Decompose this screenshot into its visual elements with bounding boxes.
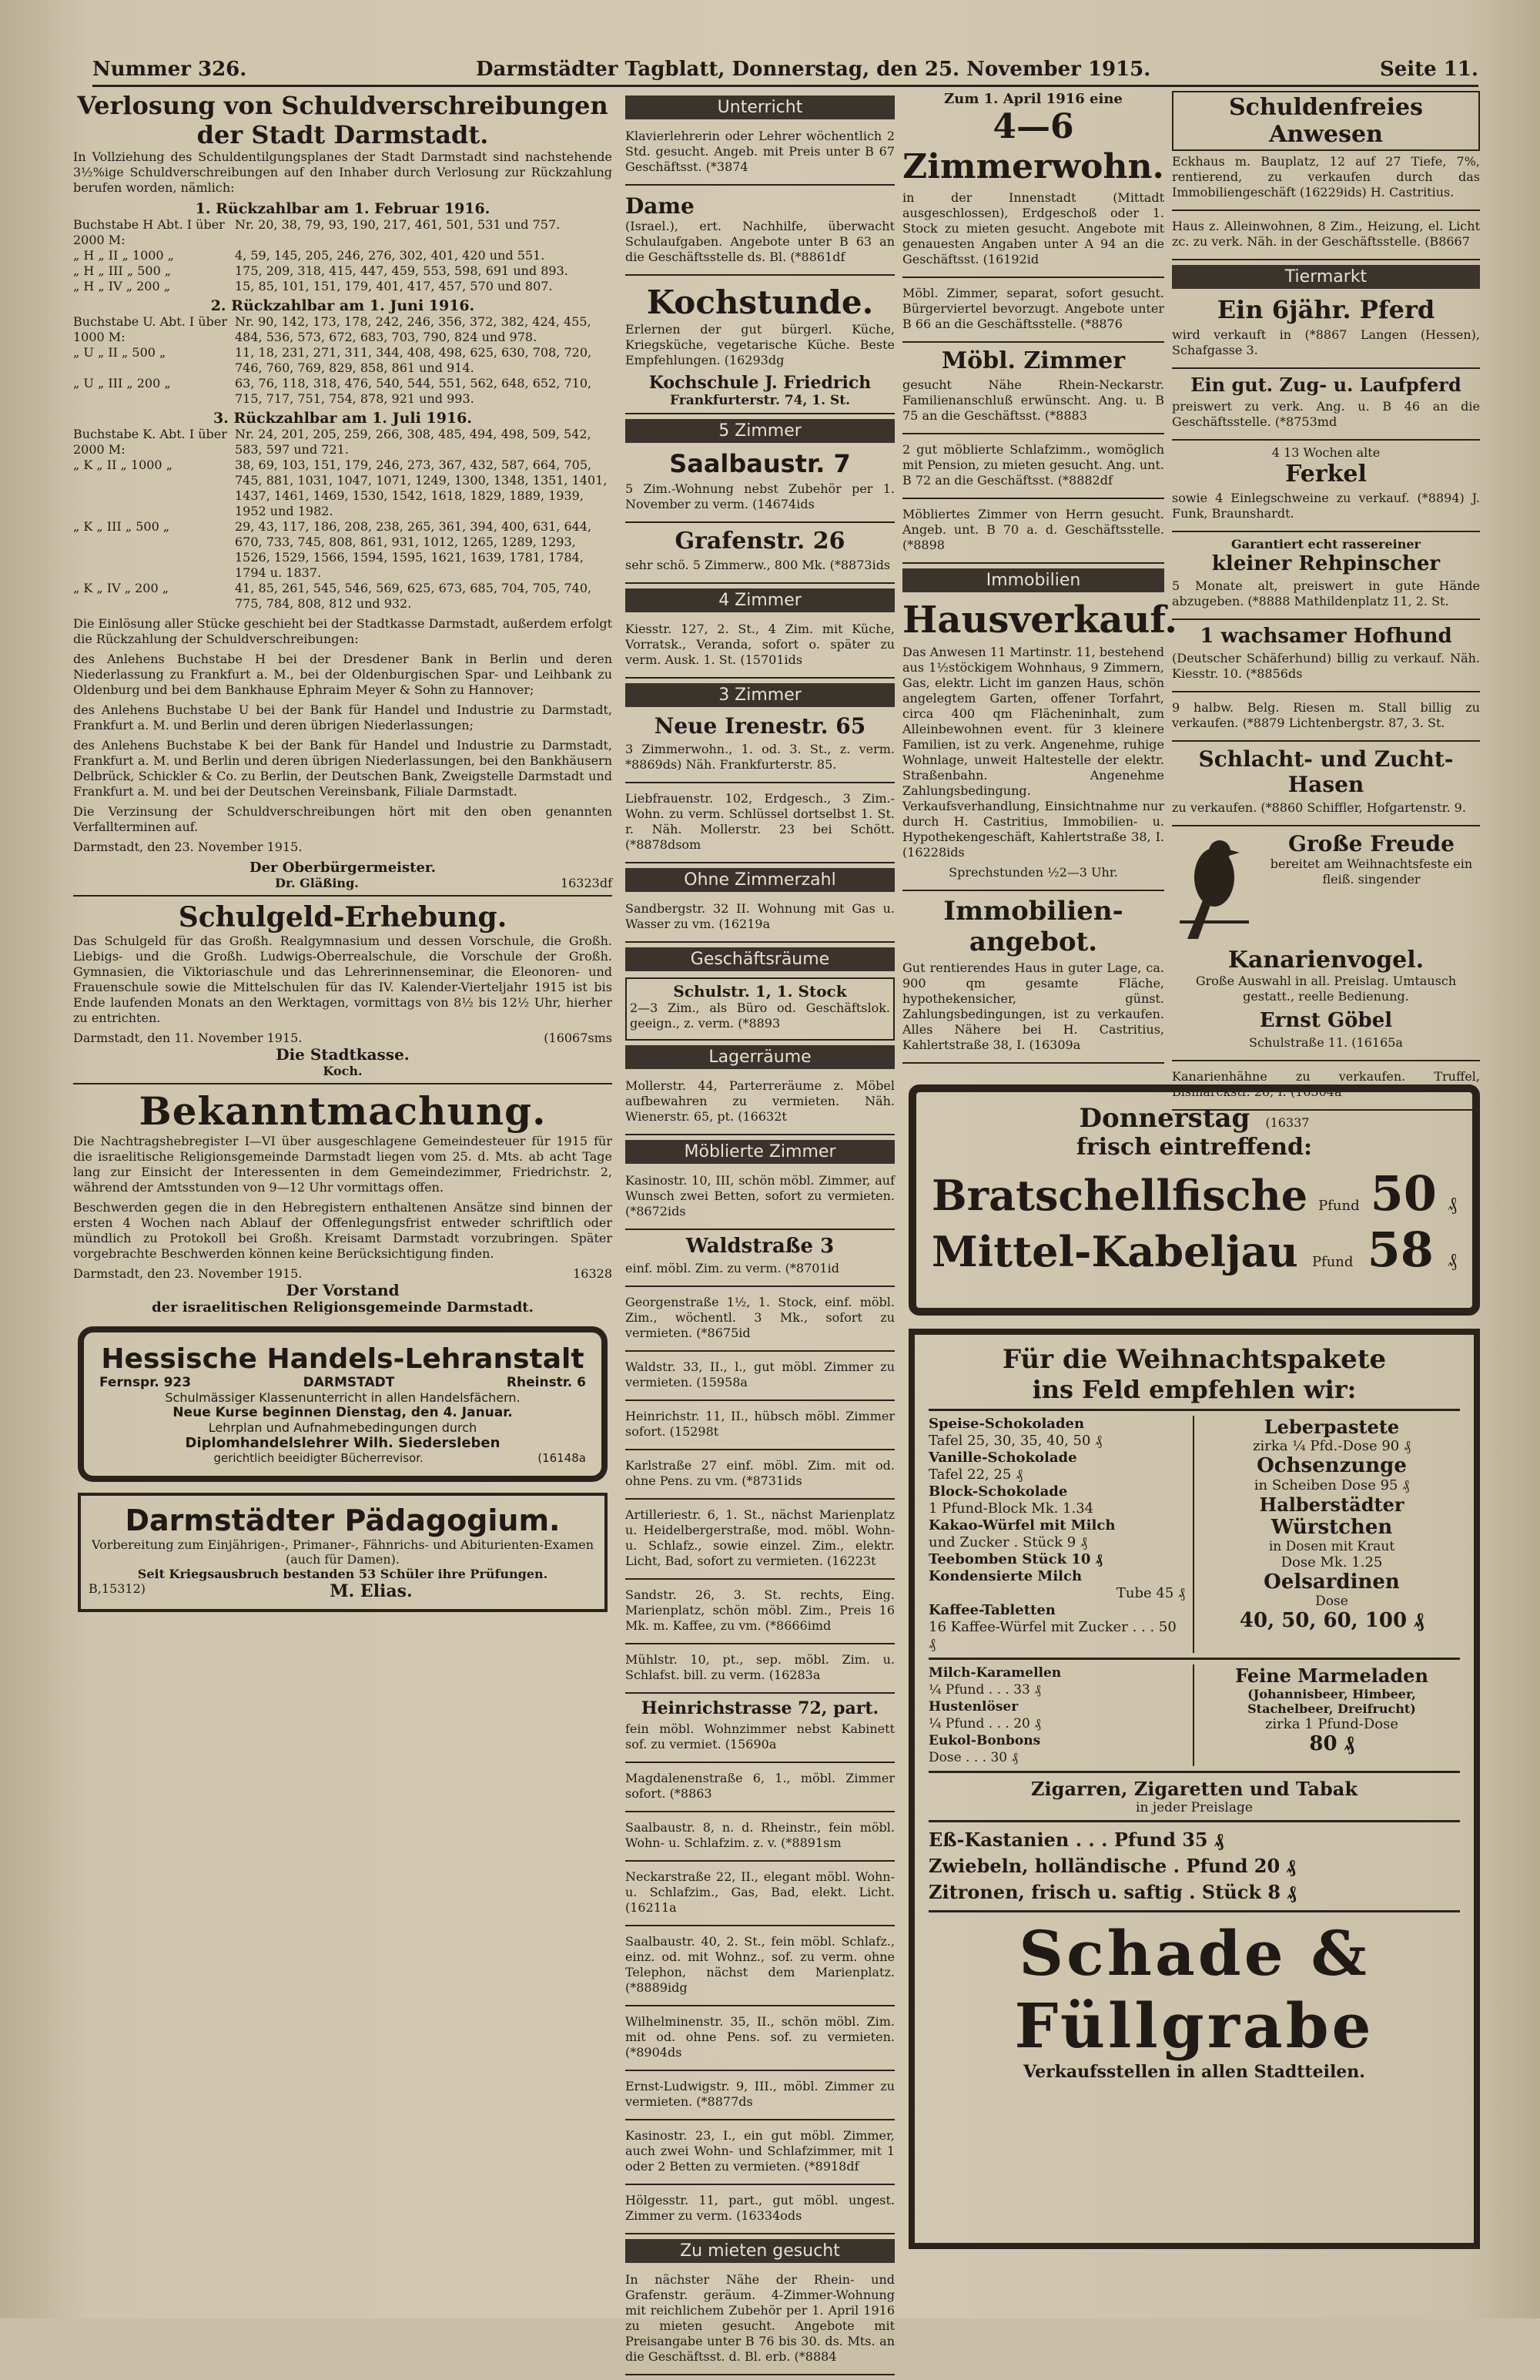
redemption-u: des Anlehens Buchstabe U bei der Bank für Handel und Industrie zu Darmstadt, Frankfurt a. M. und Berlin und deren übrigen Niederlassungen; <box>73 702 612 732</box>
shop-brand-sub: Verkaufsstellen in allen Stadtteilen. <box>1023 2062 1365 2082</box>
announcement-signature: Der Vorstand <box>286 1281 400 1299</box>
shop-tobacco: Zigarren, Zigaretten und Tabak <box>1031 1778 1358 1800</box>
ad-heading: Neue Irenestr. 65 <box>654 713 866 739</box>
signature-title: Der Oberbürgermeister. <box>249 860 437 876</box>
list-item: ¼ Pfund . . . 33 ₰ <box>929 1682 1041 1698</box>
section-2-rows <box>73 314 612 407</box>
classified-ad <box>1172 697 1480 742</box>
ad-heading: Große Freude <box>1288 831 1455 856</box>
ad-text: Magdalenenstraße 6, 1., möbl. Zimmer sofort. (*8863 <box>625 1771 895 1801</box>
classified-ad <box>1172 1032 1480 1061</box>
classified-ad <box>1172 324 1480 369</box>
ad-text: fein möbl. Wohnzimmer nebst Kabinett sof. zu vermiet. (15690a <box>625 1721 895 1751</box>
classified-ad <box>625 1931 895 2006</box>
ad-text: Möbl. Zimmer, separat, sofort gesucht. Bürgerviertel bevorzugt. Angebote unter B 66 an die Geschäftsstelle. (*8876 <box>902 286 1164 331</box>
redemption-h: des Anlehens Buchstabe H bei der Dresdener Bank in Berlin und deren Niederlassung zu Frankfurt a. M., bei der Oldenburgischen Spar- und Leihbank zu Oldenburg und bei dem Bankhause Ephraim Meyer & Sohn zu Hannover; <box>73 652 612 697</box>
list-item: zirka ¼ Pfd.-Dose 90 ₰ <box>1253 1438 1411 1454</box>
hess-line-1: Schulmässiger Klassenunterricht in allen Handelsfächern. <box>165 1390 521 1405</box>
shop-heading: Für die Weihnachtspakete <box>1002 1344 1387 1375</box>
section-bar: 3 Zimmer <box>625 683 895 707</box>
interest-note: Die Verzinsung der Schuldverschreibungen hört mit den oben genannten Verfallterminen auf. <box>73 804 612 834</box>
currency: ₰ <box>1447 1249 1457 1271</box>
list-item: in Dosen mit Kraut <box>1268 1539 1395 1554</box>
classified-ad <box>902 187 1164 278</box>
ad-text: Das Anwesen 11 Martinstr. 11, bestehend aus 1½stöckigem Wohnhaus, 9 Zimmern, Gas, elektr. Licht im ganzen Haus, schön angelegtem Garten, offener Torfahrt, circa 400 qm Flächeninhalt, zum Alleinbewohnen event. für 3 kleinere Familien, ist zu verk. Angenehme, ruhige Wohnlage, unweit Haltestelle der elektr. Straßenbahn. Angenehme Zahlungsbedingung. Verkaufsverhandlung, Einsichtnahme nur durch H. Castritius, Immobilien- u. Hypothekengeschäft, Kahlertstraße 38, I. (16228ids <box>902 645 1164 860</box>
classified-ad <box>902 283 1164 343</box>
announcement-date: Darmstadt, den 23. November 1915. <box>73 1266 303 1281</box>
ad-text: 5 Zim.-Wohnung nebst Zubehör per 1. November zu verm. (14674ids <box>625 481 895 511</box>
ad-text: sowie 4 Einlegschweine zu verkauf. (*8894) J. Funk, Braunshardt. <box>1172 491 1480 521</box>
classified-ad <box>625 1258 895 1287</box>
fish-price: 50 <box>1370 1165 1437 1222</box>
ad-text: Große Auswahl in all. Preislag. Umtausch gestatt., reelle Bedienung. <box>1195 974 1457 1004</box>
classified-ad <box>1172 151 1480 211</box>
redemption-k: des Anlehens Buchstabe K bei der Bank für Handel und Industrie zu Darmstadt, Frankfurt a. M. und Berlin und deren übrigen Niederlassungen, bei den Bankhäusern Delbrück, Schickler & Co. zu Berlin, der Deutschen Bank, Zweigstelle Darmstadt und Frankfurt a. M. und bei der Deutschen Vereinsbank, Filiale Darmstadt. <box>73 738 612 799</box>
ad-text: 9 halbw. Belg. Riesen m. Stall billig zu verkaufen. (*8879 Lichtenbergstr. 87, 3. St. <box>1172 700 1480 730</box>
list-item: Kakao-Würfel mit Milch <box>929 1517 1116 1534</box>
list-item: Tube 45 ₰ <box>1116 1585 1185 1601</box>
ad-heading: Heinrichstrasse 72, part. <box>641 1698 879 1718</box>
list-item: und Zucker . Stück 9 ₰ <box>929 1534 1087 1550</box>
classified-ad <box>625 618 895 679</box>
ad-heading: Schlacht- und Zucht-Hasen <box>1198 746 1454 797</box>
list-item: Block-Schokolade <box>929 1483 1068 1500</box>
classified-ad <box>625 2076 895 2120</box>
classified-ad <box>625 1817 895 1862</box>
ad-text: Haus z. Alleinwohnen, 8 Zim., Heizung, el. Licht zc. zu verk. Näh. in der Geschäftsstelle. (B8667 <box>1172 219 1480 249</box>
signature-name: Dr. Gläßing. <box>275 876 359 890</box>
table-row: „ U „ II „ 500 „ 11, 18, 231, 271, 311, 344, 408, 498, 625, 630, 708, 720, 746, 760, 769, 829, 858, 861 und 914. <box>73 345 592 375</box>
ad-text: Sandbergstr. 32 II. Wohnung mit Gas u. Wasser zu vm. (16219a <box>625 901 895 931</box>
list-item: 80 ₰ <box>1309 1732 1354 1755</box>
page-number: Seite 11. <box>1379 58 1478 81</box>
school-fee-title: Schulgeld-Erhebung. <box>178 901 507 934</box>
shop-grid-2 <box>929 1664 1460 1766</box>
shop-subheading: ins Feld empfehlen wir: <box>1032 1375 1357 1404</box>
classified-ad <box>625 1075 895 1135</box>
shop-ad <box>909 1329 1480 2249</box>
hessische-handels-ad <box>78 1326 608 1482</box>
ad-text: in der Innenstadt (Mittadt ausgeschlossen), Erdgeschoß oder 1. Stock zu mieten gesucht. Angebote mit genauesten Angaben unter A 94 an die Geschäftsst. (16192id <box>902 190 1164 266</box>
fish-item <box>932 1165 1457 1222</box>
shop-right-list-2 <box>1204 1664 1460 1766</box>
ad-text: Schulstraße 11. (16165a <box>1249 1035 1403 1050</box>
list-item: Oelsardinen <box>1264 1570 1400 1594</box>
lottery-intro: In Vollziehung des Schuldentilgungsplanes der Stadt Darmstadt sind nachstehende 3½%ige Schuldverschreibungen auf den Inhaber durch Verlosung zur Rückzahlung berufen worden, nämlich: <box>73 149 612 195</box>
list-item: zirka 1 Pfund-Dose <box>1264 1716 1399 1732</box>
table-row: „ H „ IV „ 200 „ 15, 85, 101, 151, 179, 401, 417, 457, 570 und 807. <box>73 279 553 293</box>
classified-ad <box>902 439 1164 499</box>
classified-ad <box>625 1768 895 1812</box>
ad-address: Frankfurterstr. 74, 1. St. <box>670 393 850 408</box>
ad-heading: Immobilien-angebot. <box>943 896 1123 957</box>
school-fee-dateline <box>73 1031 612 1045</box>
ad-heading: 4—6 Zimmerwohn. <box>902 107 1164 186</box>
ad-text: 3 Zimmerwohn., 1. od. 3. St., z. verm. *8869ds) Näh. Frankfurterstr. 85. <box>625 742 895 772</box>
hess-line-4: Diplomhandelslehrer Wilh. Siedersleben <box>185 1435 500 1451</box>
list-item: Speise-Schokoladen <box>929 1416 1085 1432</box>
ad-text: bereitet am Weihnachtsfeste ein fleiß. singender <box>1270 856 1473 887</box>
school-fee-signature: Die Stadtkasse. <box>276 1045 410 1064</box>
section-1-heading: 1. Rückzahlbar am 1. Februar 1916. <box>195 200 490 217</box>
ad-text: preiswert zu verk. Ang. u. B 46 an die Geschäftsstelle. (*8753md <box>1172 399 1480 429</box>
list-item: Vanille-Schokolade <box>929 1450 1077 1466</box>
ad-text: Hölgesstr. 11, part., gut möbl. ungest. Zimmer zu verm. (16334ods <box>625 2193 895 2223</box>
masthead-date: Darmstädter Tagblatt, Donnerstag, den 25. November 1915. <box>475 58 1151 81</box>
school-fee-text: Das Schulgeld für das Großh. Realgymnasium und dessen Vorschule, die Großh. Liebigs- und die Großh. Ludwigs-Oberrealschule, die Vorschule der Großh. Gymnasien, die Viktoriaschule und das Lehrerinnenseminar, die Eleonoren- und Frauenschule sowie die Mittelschulen für das IV. Kalender-Vierteljahr 1915 ist bis Ende laufenden Monats an den Werktagen, vormittags von 8½ bis 12½ Uhr, hierher zu entrichten. <box>73 934 612 1025</box>
classified-ad <box>625 1170 895 1230</box>
column-1 <box>73 91 612 1615</box>
list-item: ¼ Pfund . . . 20 ₰ <box>929 1716 1041 1731</box>
ad-text: Karlstraße 27 einf. möbl. Zim. mit od. ohne Pens. zu vm. (*8731ids <box>625 1458 895 1488</box>
classified-ad <box>902 504 1164 564</box>
hess-footer <box>99 1451 586 1465</box>
school-fee-signature-name: Koch. <box>323 1064 363 1078</box>
announcement-dateline <box>73 1266 612 1281</box>
classified-ad <box>625 1584 895 1644</box>
table-row: Buchstabe K. Abt. I über 2000 M: Nr. 24, 201, 205, 259, 266, 308, 485, 494, 498, 509, 542, 583, 597 und 721. <box>73 427 591 457</box>
hess-city: DARMSTADT <box>303 1375 395 1390</box>
hess-phone: Fernspr. 923 <box>99 1375 192 1390</box>
lottery-title: Verlosung von Schuldverschreibungen <box>77 91 608 120</box>
classified-ad <box>1172 216 1480 260</box>
signature-line <box>73 876 612 890</box>
ad-heading: Kanarienvogel. <box>1227 947 1424 974</box>
ad-text: gesucht Nähe Rhein-Neckarstr. Familienanschluß erwünscht. Ang. u. B 75 an die Geschäftsst. (*8883 <box>902 377 1164 423</box>
ad-text: sehr schö. 5 Zimmerw., 800 Mk. (*8873ids <box>625 558 891 572</box>
ad-text: Mollerstr. 44, Parterreräume z. Möbel aufbewahren zu vermieten. Näh. Wienerstr. 65, pt. (16632t <box>625 1078 895 1124</box>
bird-ad <box>1172 831 1480 947</box>
lottery-subtitle: der Stadt Darmstadt. <box>196 120 489 149</box>
classified-ad <box>625 977 895 1041</box>
ad-heading: Ein gut. Zug- u. Laufpferd <box>1190 374 1461 396</box>
ad-heading: Waldstraße 3 <box>685 1235 835 1258</box>
ad-text: Heinrichstr. 11, II., hübsch möbl. Zimmer sofort. (15298t <box>625 1409 895 1439</box>
paed-title: Darmstädter Pädagogium. <box>125 1503 561 1537</box>
ad-pretitle: Zum 1. April 1916 eine <box>944 91 1123 107</box>
divider <box>73 895 612 897</box>
list-item: Hustenlöser <box>929 1699 1019 1715</box>
ad-pretitle: 4 13 Wochen alte <box>1271 445 1381 460</box>
ad-code: (16067sms <box>544 1031 612 1045</box>
ad-text: Gut rentierendes Haus in guter Lage, ca. 900 qm gesamte Fläche, hypothekensicher, günst. Zahlungsbedingungen, ist zu verkaufen. Alles Nähere bei H. Castritius, Kahlertstraße 38, I. (16309a <box>902 960 1164 1052</box>
fish-day: Donnerstag <box>1079 1103 1250 1134</box>
classified-ad <box>625 1356 895 1401</box>
list-item: 1 Pfund-Block Mk. 1.34 <box>929 1500 1094 1517</box>
classified-ad <box>625 1866 895 1926</box>
list-item: Eukol-Bonbons <box>929 1733 1041 1748</box>
classified-ad <box>902 374 1164 434</box>
ad-code: 16323df <box>560 876 612 890</box>
section-bar: Immobilien <box>902 568 1164 592</box>
ad-heading: Saalbaustr. 7 <box>669 449 851 478</box>
page-header <box>92 54 1478 87</box>
ad-heading: Grafenstr. 26 <box>675 528 845 555</box>
shop-brand-2: Füllgrabe <box>1014 1989 1374 2062</box>
ad-text: Möbliertes Zimmer von Herrn gesucht. Angeb. unt. B 70 a. d. Geschäftsstelle. (*8898 <box>902 507 1164 552</box>
table-row: Buchstabe U. Abt. I über 1000 M: Nr. 90, 142, 173, 178, 242, 246, 356, 372, 382, 424, 455, 484, 536, 573, 672, 683, 703, 790, 824 und 978. <box>73 314 591 344</box>
ad-text: (Deutscher Schäferhund) billig zu verkauf. Näh. Kiesstr. 10. (*8856ds <box>1172 651 1480 681</box>
divider <box>929 1820 1460 1822</box>
section-3-heading: 3. Rückzahlbar am 1. Juli 1916. <box>213 410 472 427</box>
ad-text: Waldstr. 33, II., l., gut möbl. Zimmer zu vermieten. (15958a <box>625 1359 895 1389</box>
section-3-rows <box>73 427 612 612</box>
classified-ad <box>625 1455 895 1500</box>
classified-ad <box>625 126 895 186</box>
fish-item-name: Bratschellfische <box>932 1171 1308 1220</box>
ad-text: In nächster Nähe der Rhein- und Grafenstr. geräum. 4-Zimmer-Wohnung mit reichlichem Zubehör per 1. April 1916 zu mieten gesucht. Angebote mit Preisangabe unter B 76 bis 30. ds. Mts. an die Geschäftsst. d. Bl. erb. (*8884 <box>625 2272 895 2364</box>
table-row: „ U „ III „ 200 „ 63, 76, 118, 318, 476, 540, 544, 551, 562, 648, 652, 710, 715, 717, 751, 754, 878, 921 und 993. <box>73 376 592 406</box>
fish-ad <box>909 1084 1480 1316</box>
ad-text: Kanarienhähne zu verkaufen. Truffel, Bismarckstr. 28, I. (16304a <box>1172 1069 1480 1099</box>
divider <box>929 1910 1460 1912</box>
ad-code: (16148a <box>537 1451 586 1465</box>
list-item: in Scheiben Dose 95 ₰ <box>1254 1477 1410 1493</box>
list-item: (Johannisbeer, Himbeer, Stachelbeer, Dreifrucht) <box>1247 1687 1416 1716</box>
ad-text: Ernst-Ludwigstr. 9, III., möbl. Zimmer zu vermieten. (*8877ds <box>625 2079 895 2109</box>
notice-date: Darmstadt, den 23. November 1915. <box>73 840 303 854</box>
ad-text: Artilleriestr. 6, 1. St., nächst Marienplatz u. Heidelbergerstraße, mod. möbl. Wohn- u. Schlafz., sowie einzel. Zim., elektr. Licht, Bad, sofort zu vermieten. (16223t <box>625 1507 895 1568</box>
ad-text: Sandstr. 26, 3. St. rechts, Eing. Marienplatz, schön möbl. Zim., Preis 16 Mk. m. Kaffee, zu vm. (*8666imd <box>625 1587 895 1633</box>
announcement-text: Die Nachtragshebregister I—VI über ausgeschlagene Gemeindesteuer für 1915 für die israelitische Religionsgemeinde Darmstadt liegen vom 25. d. Mts. ab acht Tage lang zur Einsicht der Interessenten in dem Gemeindezimmer, Friedrichstr. 2, während der Amtsstunden von 9—12 Uhr vormittags offen. <box>73 1134 612 1195</box>
paed-line-1: Vorbereitung zum Einjährigen-, Primaner-, Fähnrichs- und Abiturienten-Examen (auch für Damen). <box>92 1537 594 1567</box>
ad-text: 5 Monate alt, preiswert in gute Hände abzugeben. (*8888 Mathildenplatz 11, 2. St. <box>1172 578 1480 608</box>
list-item: Teebomben Stück 10 ₰ <box>929 1551 1103 1567</box>
classified-ad <box>625 2011 895 2071</box>
shop-left-list <box>929 1416 1194 1653</box>
classified-ad <box>625 1406 895 1450</box>
divider <box>929 1771 1460 1773</box>
ad-heading: Schulstr. 1, 1. Stock <box>673 982 847 1001</box>
ad-heading: Hausverkauf. <box>902 598 1177 642</box>
divider <box>73 1083 612 1084</box>
paed-line-2: Seit Kriegsausbruch bestanden 53 Schüler ihre Prüfungen. <box>137 1567 548 1581</box>
classified-ad <box>1172 575 1480 620</box>
classified-ad <box>625 739 895 783</box>
column-4 <box>1172 91 1480 1115</box>
table-row: Buchstabe H Abt. I über 2000 M: Nr. 20, 38, 79, 93, 190, 217, 461, 501, 531 und 757. <box>73 217 561 247</box>
ad-text: Saalbaustr. 40, 2. St., fein möbl. Schlafz., einz. od. mit Wohnz., sof. zu verm. ohne Telephon, nächst dem Marienplatz. (*8889idg <box>625 1934 895 1995</box>
classified-ad <box>625 1649 895 1694</box>
fish-unit: Pfund <box>1318 1198 1360 1214</box>
classified-ad <box>625 555 895 584</box>
section-bar: Tiermarkt <box>1172 265 1480 289</box>
ad-heading: Schuldenfreies Anwesen <box>1172 91 1480 151</box>
classified-ad <box>625 1292 895 1352</box>
shop-left-list-2 <box>929 1664 1194 1766</box>
shop-brand-1: Schade & <box>1019 1917 1370 1989</box>
ad-text: einf. möbl. Zim. zu verm. (*8701id <box>625 1261 839 1275</box>
ad-heading: Ein 6jähr. Pferd <box>1217 295 1435 324</box>
ad-text: wird verkauft in (*8867 Langen (Hessen), Schafgasse 3. <box>1172 327 1480 357</box>
classified-ad <box>625 1718 895 1763</box>
list-item: Halberstädter <box>1259 1493 1404 1516</box>
ad-text: Kasinostr. 10, III, schön möbl. Zimmer, auf Wunsch zwei Betten, sofort zu vermieten. (*8672ids <box>625 1173 895 1218</box>
ad-heading: Möbl. Zimmer <box>941 347 1126 374</box>
list-item: 16 Kaffee-Würfel mit Zucker . . . 50 ₰ <box>929 1619 1177 1652</box>
section-2-heading: 2. Rückzahlbar am 1. Juni 1916. <box>210 297 475 314</box>
ad-text: Kasinostr. 23, I., ein gut möbl. Zimmer, auch zwei Wohn- und Schlafzimmer, mit 1 oder 2 Betten zu vermieten. (*8918df <box>625 2128 895 2174</box>
ad-heading: Kochschule J. Friedrich <box>648 373 872 393</box>
ad-code: B,15312) <box>89 1581 146 1596</box>
list-item: Leberpastete <box>1264 1416 1400 1438</box>
shop-right-list <box>1204 1416 1460 1653</box>
section-bar: 5 Zimmer <box>625 419 895 443</box>
shop-tobacco-sub: in jeder Preislage <box>1136 1800 1253 1815</box>
classified-ad <box>625 898 895 943</box>
section-bar: Ohne Zimmerzahl <box>625 868 895 892</box>
classified-ad <box>625 2269 895 2375</box>
paed-signature: M. Elias. <box>330 1581 413 1601</box>
list-item: Dose Mk. 1.25 <box>1281 1554 1383 1570</box>
list-item: Zitronen, frisch u. saftig . Stück 8 ₰ <box>929 1881 1297 1903</box>
ad-text: 2 gut möblierte Schlafzimm., womöglich mit Pension, zu mieten gesucht. Ang. unt. B 72 an die Geschäftsst. (*8882df <box>902 442 1164 488</box>
ad-heading: Dame <box>625 193 695 219</box>
section-bar: Zu mieten gesucht <box>625 2239 895 2263</box>
classified-ad <box>902 642 1164 891</box>
column-2 <box>625 91 895 2380</box>
list-item: Zwiebeln, holländische . Pfund 20 ₰ <box>929 1855 1296 1877</box>
ad-text: Mühlstr. 10, pt., sep. möbl. Zim. u. Schlafst. bill. zu verm. (16283a <box>625 1652 895 1682</box>
column-3 <box>902 91 1177 1068</box>
classified-ad <box>625 2190 895 2234</box>
hess-line-3: Lehrplan und Aufnahmebedingungen durch <box>208 1420 477 1435</box>
ad-text: Georgenstraße 1½, 1. Stock, einf. möbl. Zim., wöchentl. 3 Mk., sofort zu vermieten. (*8675id <box>625 1295 895 1340</box>
redemption-text: Die Einlösung aller Stücke geschieht bei der Stadtkasse Darmstadt, außerdem erfolgt die Rückzahlung der Schuldverschreibungen: <box>73 616 612 646</box>
list-item: Kondensierte Milch <box>929 1568 1083 1584</box>
ad-text: Saalbaustr. 8, n. d. Rheinstr., fein möbl. Wohn- u. Schlafzim. z. v. (*8891sm <box>625 1820 895 1850</box>
ad-text: Erlernen der gut bürgerl. Küche, Kriegsküche, vegetarische Küche. Beste Empfehlungen. (16293dg <box>625 322 895 367</box>
issue-number: Nummer 326. <box>92 58 247 81</box>
ad-text: zu verkaufen. (*8860 Schiffler, Hofgartenstr. 9. <box>1172 800 1466 815</box>
section-bar: Möblierte Zimmer <box>625 1140 895 1164</box>
ad-code: 16328 <box>573 1266 612 1281</box>
table-row: „ K „ II „ 1000 „ 38, 69, 103, 151, 179, 246, 273, 367, 432, 587, 664, 705, 745, 881, 1031, 1047, 1071, 1249, 1300, 1348, 1351, 1401, 1437, 1461, 1469, 1530, 1542, 1618, 1829, 1889, 1939, 1952 und 1982. <box>73 458 608 518</box>
table-row: „ H „ III „ 500 „ 175, 209, 318, 415, 447, 459, 553, 598, 691 und 893. <box>73 263 568 278</box>
list-item: Dose . . . 30 ₰ <box>929 1750 1019 1765</box>
canary-bird-icon <box>1172 831 1257 947</box>
hess-line-2: Neue Kurse beginnen Dienstag, den 4. Januar. <box>172 1405 513 1420</box>
paedagogium-ad <box>78 1493 608 1612</box>
list-item: Ochsenzunge <box>1257 1454 1407 1477</box>
ad-pretitle: Garantiert echt rassereiner <box>1231 537 1421 551</box>
ad-code: (16337 <box>1265 1115 1310 1130</box>
fish-item <box>932 1222 1457 1278</box>
table-row: „ K „ IV „ 200 „ 41, 85, 261, 545, 546, 569, 625, 673, 685, 704, 705, 740, 775, 784, 808, 812 und 932. <box>73 581 592 611</box>
hess-line-5: gerichtlich beeidigter Bücherrevisor. <box>213 1451 424 1465</box>
list-item: Dose <box>1315 1594 1348 1609</box>
school-fee-date: Darmstadt, den 11. November 1915. <box>73 1031 303 1045</box>
list-item: Feine Marmeladen <box>1235 1664 1428 1687</box>
list-item: Würstchen <box>1270 1516 1393 1539</box>
section-bar: Unterricht <box>625 96 895 119</box>
announcement-title: Bekanntmachung. <box>139 1088 547 1134</box>
ad-text: 2—3 Zim., als Büro od. Geschäftslok. geeign., z. verm. (*8893 <box>630 1001 890 1031</box>
paed-footer <box>89 1581 597 1601</box>
announcement-text-2: Beschwerden gegen die in den Hebregistern enthaltenen Ansätze sind binnen der ersten 4 Wochen nach Ablauf der Offenlegungsfrist entweder schriftlich oder mündlich zu Protokoll bei Großh. Kreisamt Darmstadt vorzubringen. Später vorgebrachte Beschwerden können keine Berücksichtigung finden. <box>73 1200 612 1261</box>
fish-price: 58 <box>1367 1222 1434 1278</box>
table-row: „ K „ III „ 500 „ 29, 43, 117, 186, 208, 238, 265, 361, 394, 400, 631, 644, 670, 733, 745, 808, 861, 931, 1012, 1265, 1289, 1293, 1526, 1529, 1566, 1594, 1595, 1621, 1639, 1781, 1784, 1794 u. 1837. <box>73 519 592 580</box>
list-item: Tafel 25, 30, 35, 40, 50 ₰ <box>929 1433 1103 1449</box>
classified-ad <box>625 190 895 276</box>
announcement-signature-2: der israelitischen Religionsgemeinde Darmstadt. <box>152 1299 534 1316</box>
ad-heading: Ferkel <box>1285 461 1367 488</box>
classified-ad <box>902 957 1164 1064</box>
section-bar: Geschäftsräume <box>625 947 895 971</box>
table-row: „ H „ II „ 1000 „ 4, 59, 145, 205, 246, 276, 302, 401, 420 und 551. <box>73 248 545 263</box>
ad-text: Wilhelminenstr. 35, II., schön möbl. Zim. mit od. ohne Pens. sof. zu vermieten. (*8904ds <box>625 2014 895 2060</box>
ad-text: Neckarstraße 22, II., elegant möbl. Wohn- u. Schlafzim., Gas, Bad, elekt. Licht. (16211a <box>625 1869 895 1915</box>
ad-heading: Kochstunde. <box>646 283 874 321</box>
ad-heading: 1 wachsamer Hofhund <box>1200 625 1452 648</box>
section-bar: 4 Zimmer <box>625 588 895 612</box>
classified-ad <box>625 2125 895 2185</box>
classified-ad <box>625 1504 895 1580</box>
list-item: Eß-Kastanien . . . Pfund 35 ₰ <box>929 1829 1224 1851</box>
ad-text: Liebfrauenstr. 102, Erdgesch., 3 Zim.-Wohn. zu verm. Schlüssel dortselbst 1. St. r. Näh. Mollerstr. 23 bei Schött. (*8878dsom <box>625 791 895 852</box>
divider <box>929 1658 1460 1660</box>
classified-ad <box>1172 648 1480 692</box>
section-1-rows <box>73 217 612 294</box>
hess-street: Rheinstr. 6 <box>506 1375 586 1390</box>
divider <box>929 1409 1460 1411</box>
fish-subtitle: frisch eintreffend: <box>1076 1134 1313 1161</box>
list-item: Kaffee-Tabletten <box>929 1602 1056 1618</box>
section-bar: Lagerräume <box>625 1045 895 1069</box>
hess-contact <box>99 1375 586 1390</box>
list-item: 40, 50, 60, 100 ₰ <box>1239 1609 1424 1632</box>
ad-text: (Israel.), ert. Nachhilfe, überwacht Schulaufgaben. Angebote unter B 63 an die Geschäftsstelle ds. Bl. (*8861df <box>625 219 895 264</box>
currency: ₰ <box>1447 1193 1457 1215</box>
classified-ad <box>625 280 895 414</box>
classified-ad <box>625 788 895 863</box>
ad-text: Kiesstr. 127, 2. St., 4 Zim. mit Küche, Vorratsk., Veranda, sofort o. später zu verm. Ausk. 1. St. (15701ids <box>625 622 895 667</box>
fish-unit: Pfund <box>1311 1254 1354 1270</box>
classified-ad <box>625 478 895 523</box>
ad-text: Klavierlehrerin oder Lehrer wöchentlich 2 Std. gesucht. Angeb. mit Preis unter B 67 Geschäftsst. (*3874 <box>625 129 895 174</box>
fish-item-name: Mittel-Kabeljau <box>932 1227 1298 1276</box>
ad-text: Sprechstunden ½2—3 Uhr. <box>949 865 1118 880</box>
classified-ad <box>1172 797 1480 826</box>
list-item: Milch-Karamellen <box>929 1665 1062 1681</box>
classified-ad <box>1172 396 1480 441</box>
fish-ad-top <box>932 1103 1457 1134</box>
classified-ad <box>1172 488 1480 532</box>
ad-heading: kleiner Rehpinscher <box>1211 552 1441 575</box>
ad-text: Eckhaus m. Bauplatz, 12 auf 27 Tiefe, 7%, rentierend, zu verkaufen durch das Immobiliengeschäft (16229ids) H. Castritius. <box>1172 154 1480 199</box>
shop-grid <box>929 1416 1460 1653</box>
hess-title: Hessische Handels-Lehranstalt <box>101 1343 584 1375</box>
ad-heading: Ernst Göbel <box>1259 1009 1393 1032</box>
list-item: Tafel 22, 25 ₰ <box>929 1467 1023 1483</box>
